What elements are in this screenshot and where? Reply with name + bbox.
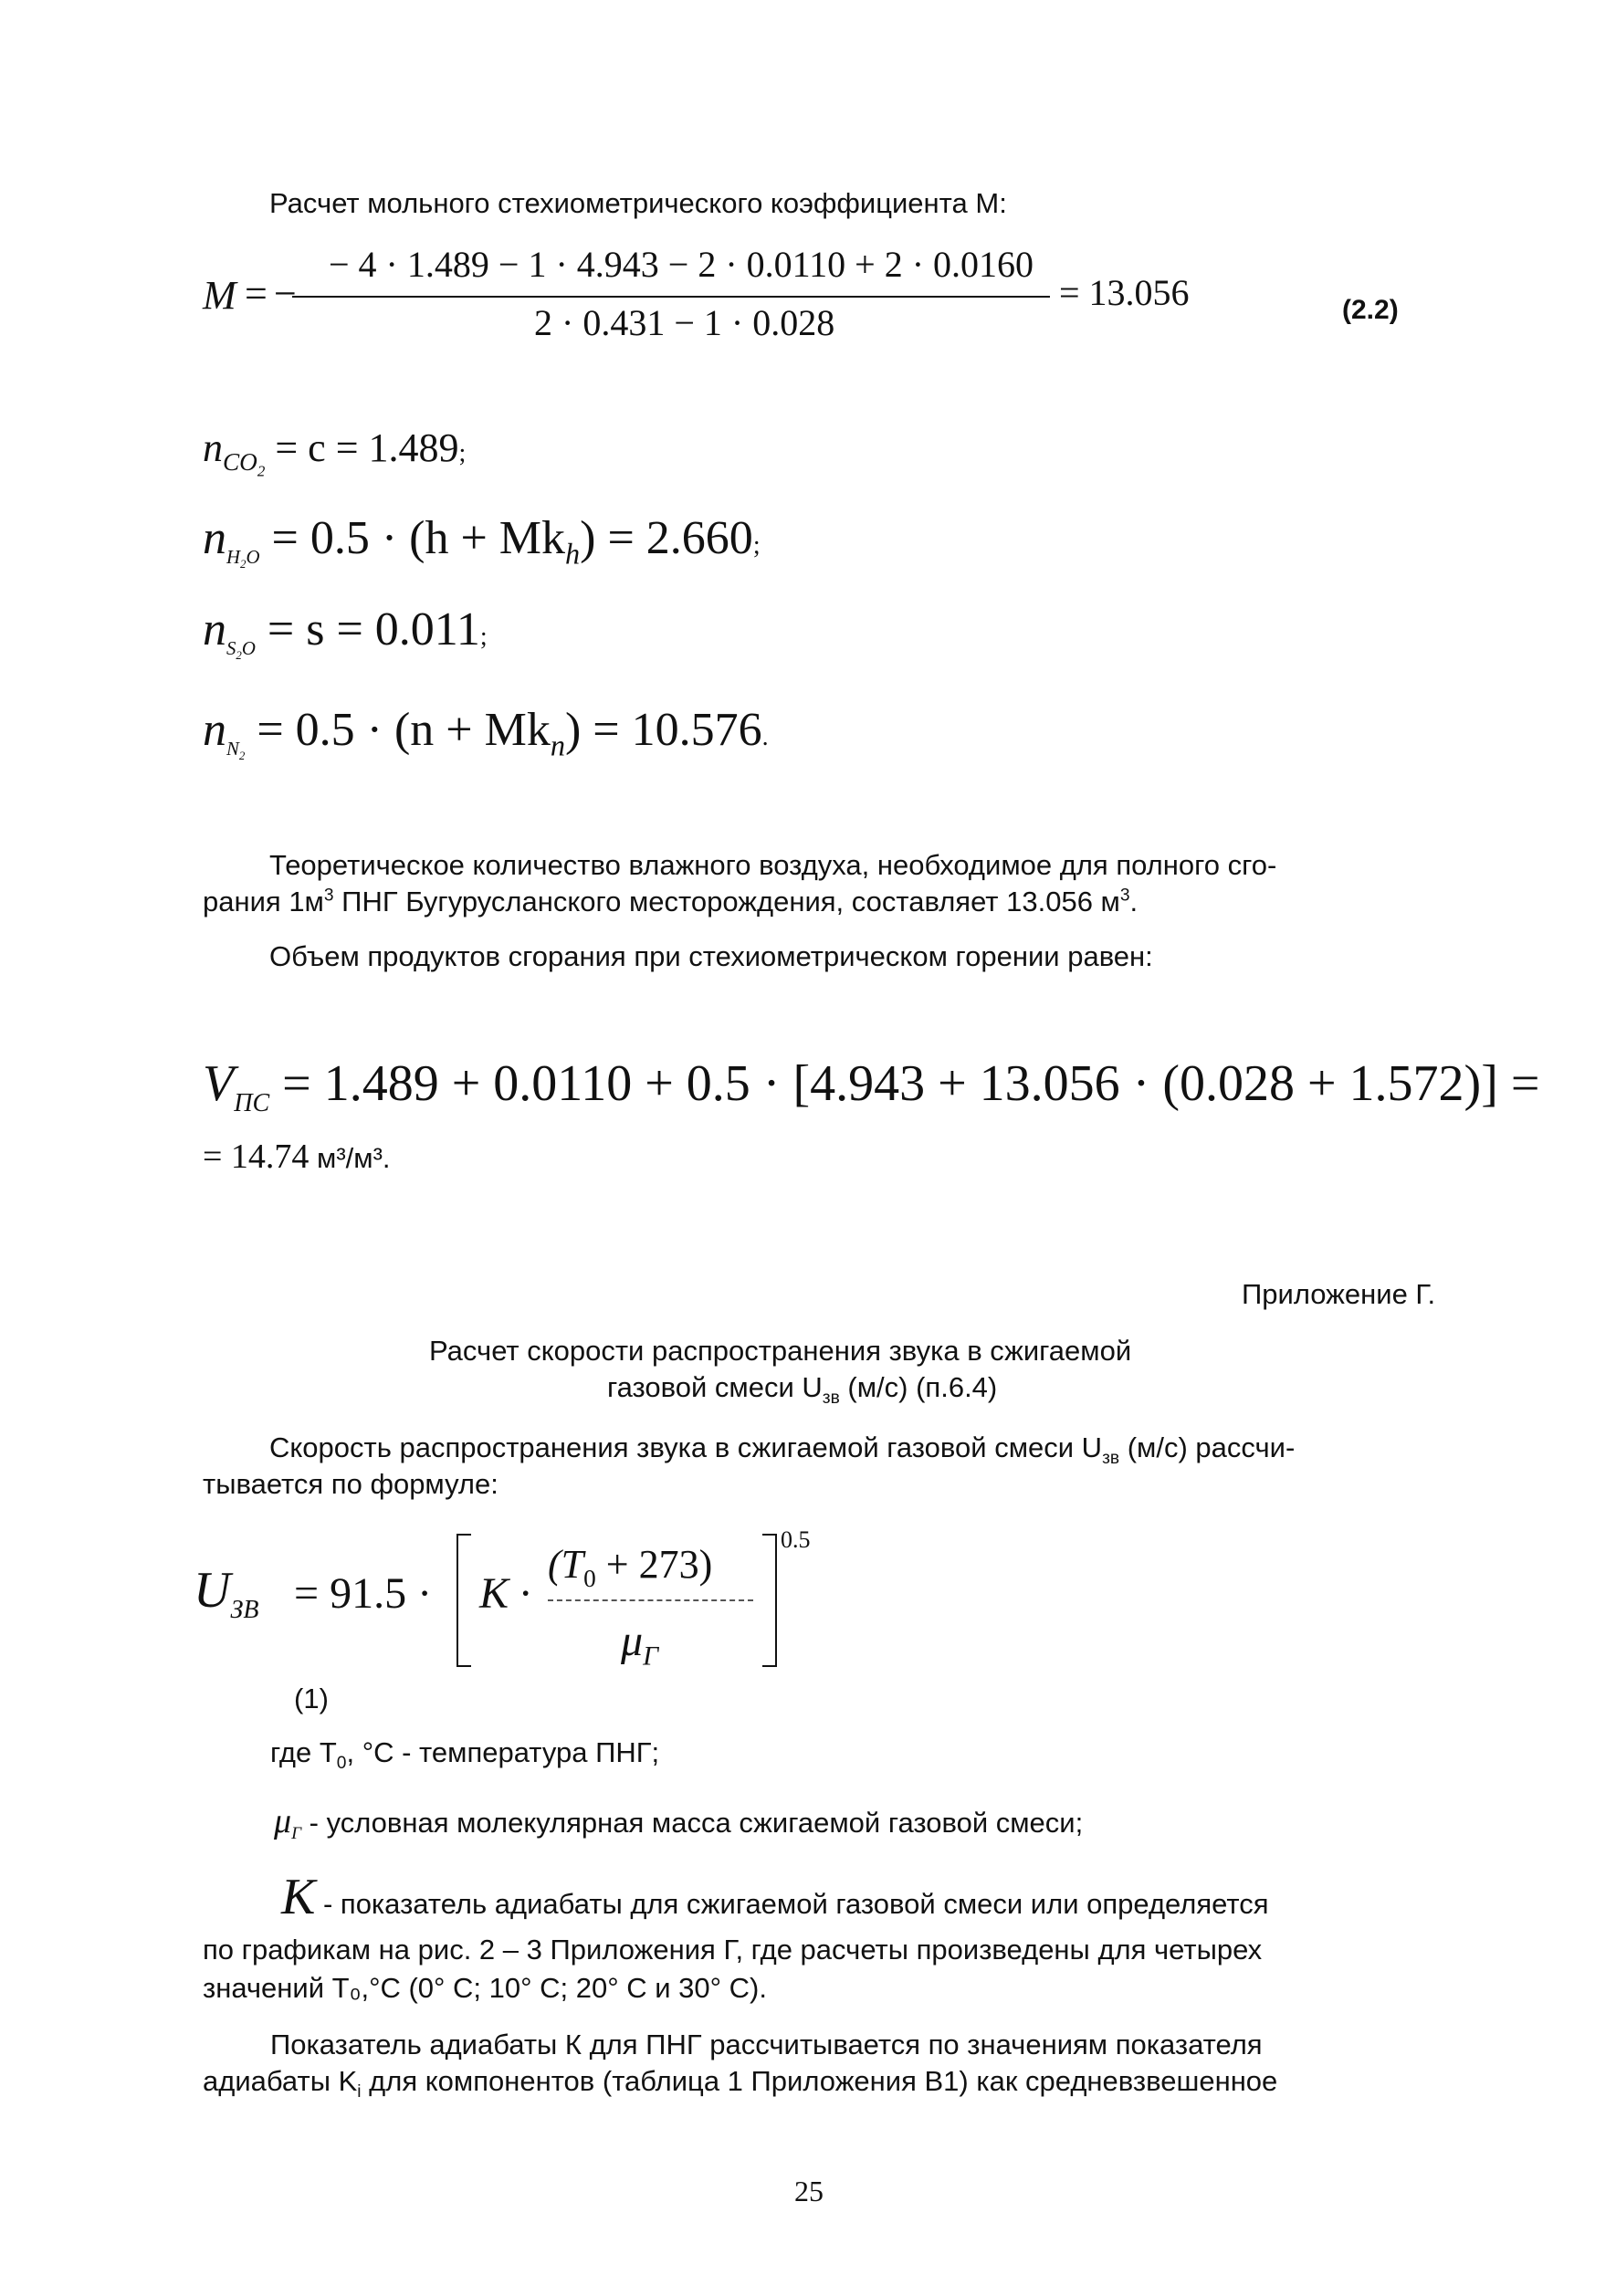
n-co2: $n_{CO_2} = c = 1.489$;: [203, 425, 467, 480]
where-k-line2: по графикам на рис. 2 – 3 Приложения Г, где расчеты произведены для четырех: [203, 1934, 1263, 1966]
adiab-para-line2: адиабаты $K_i$ для компонентов (таблица 1 Приложения В1) как средневзвешенное: [203, 2065, 1278, 2102]
section-title-line2: газовой смеси $U_{зв}$ (м/с) (п.6.4): [607, 1371, 998, 1409]
formula-numerator: $(T_0 + 273)$: [548, 1542, 713, 1592]
page-number: 25: [794, 2175, 824, 2207]
where-t0: где $T_0$, °С - температура ПНГ;: [270, 1736, 660, 1774]
formula-coef: = 91.5 ·: [294, 1569, 433, 1618]
eq22-equals: =: [245, 271, 268, 316]
para-theory-line1: Теоретическое количество влажного воздуха, необходимое для полного сго-: [269, 849, 1277, 881]
formula-denominator: $\mu_Г$: [621, 1617, 659, 1672]
speed-para-line2: тывается по формуле:: [203, 1468, 498, 1500]
formula-power: 0.5: [781, 1526, 811, 1553]
vps-equation: $V_{ПС} = 1.489 + 0.0110 + 0.5 \cdot [4.943 + 13.056 \cdot (0.028 + 1.572)]$ =: [203, 1055, 1540, 1118]
adiab-para-line1: Показатель адиабаты К для ПНГ рассчитывается по значениям показателя: [270, 2029, 1263, 2060]
eq22-minus: −: [274, 271, 297, 316]
appendix-label: Приложение Г.: [1242, 1278, 1436, 1310]
intro-m-text: Расчет мольного стехиометрического коэффициента М:: [269, 187, 1007, 219]
left-bracket: [456, 1534, 471, 1667]
eq22-denominator: 2 · 0.431 − 1 · 0.028: [534, 302, 835, 343]
eq22-result: = 13.056: [1059, 272, 1190, 313]
n-n2: $n_{N_2} = 0.5 \cdot (n + Mk_n) = 10.576$.: [203, 704, 769, 763]
formula-lhs: $U_{ЗВ}$: [194, 1562, 259, 1625]
formula-label: (1): [294, 1683, 329, 1714]
eq22-lhs: M: [203, 273, 236, 318]
right-bracket: [762, 1534, 777, 1667]
formula-fraction-bar: [548, 1599, 753, 1601]
section-title-line1: Расчет скорости распространения звука в сжигаемой: [429, 1335, 1132, 1367]
eq22-label: (2.2): [1342, 295, 1399, 325]
eq22-fraction-bar: [292, 296, 1050, 298]
para-volume: Объем продуктов сгорания при стехиометрическом горении равен:: [269, 940, 1153, 972]
speed-para-line1: Скорость распространения звука в сжигаемой газовой смеси $U_{зв}$ (м/с) рассчи-: [269, 1431, 1296, 1469]
formula-k: K ·: [479, 1569, 531, 1618]
where-k-line1: K - показатель адиабаты для сжигаемой газовой смеси или определяется: [281, 1869, 1269, 1925]
para-theory-line2: рания $1м^3$ ПНГ Бугурусланского месторождения, составляет 13.056 $м^3$.: [203, 886, 1139, 917]
where-mu: $\mu_Г$ - условная молекулярная масса сжигаемой газовой смеси;: [274, 1802, 1084, 1844]
n-h2o: $n_{H_2O} = 0.5 \cdot (h + Mk_h) = 2.660$;: [203, 512, 761, 571]
eq22-numerator: − 4 · 1.489 − 1 · 4.943 − 2 · 0.0110 + 2 · 0.0160: [329, 244, 1034, 285]
n-s2o: $n_{S_2O} = s = 0.011$;: [203, 603, 488, 663]
vps-result: = 14.74 м³/м³.: [203, 1138, 391, 1176]
where-k-line3: значений T₀,°С (0° С; 10° С; 20° С и 30° С).: [203, 1972, 767, 2004]
